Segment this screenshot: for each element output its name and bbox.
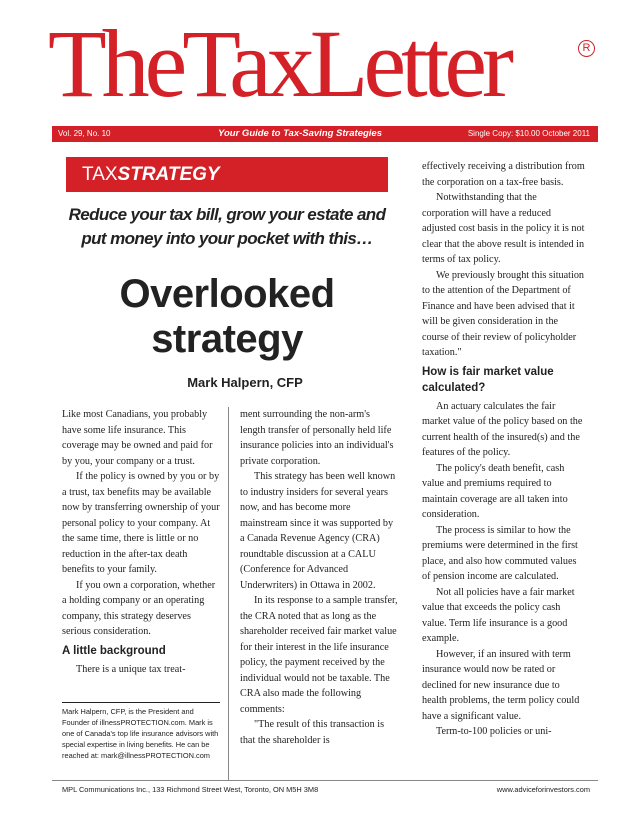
volume-number: Vol. 29, No. 10 <box>58 129 111 138</box>
paragraph: The process is similar to how the premiums were determined in the first place, and also how commuted values of pension income are calculated. <box>422 524 578 582</box>
paragraph: This strategy has been well known to industry insiders for several years now, and has become more mainstream since it was supported by a Canada Revenue Agency (CRA) roundtable discussion at a CALU (Conference for Advanced Underwriters) in Ottawa in 2002. <box>240 471 396 591</box>
paragraph: ment surrounding the non-arm's length transfer of personally held life insurance policies into an individual's private corporation. <box>240 409 394 467</box>
article-column-1 <box>62 407 220 677</box>
registered-mark: R <box>578 40 595 57</box>
paragraph: In its response to a sample transfer, the CRA noted that as long as the shareholder received fair market value for their interest in the life insurance policy, the payment received by the individual would not be taxable. The CRA also made the following comments: <box>240 595 398 715</box>
article-column-3 <box>422 159 585 740</box>
tagline: Your Guide to Tax-Saving Strategies <box>218 128 382 139</box>
issue-bar <box>52 126 598 142</box>
paragraph: The policy's death benefit, cash value and premiums required to maintain coverage are all taken into consideration. <box>422 462 568 520</box>
section-heading: A little background <box>62 644 166 657</box>
paragraph: effectively receiving a distribution from the corporation on a tax-free basis. <box>422 161 585 188</box>
paragraph: There is a unique tax treat- <box>76 663 186 675</box>
paragraph: If the policy is owned by you or by a trust, tax benefits may be available now by transferring ownership of your personal policy to your company. At the same time, there is little or no reduction in the after-tax death benefits to your family. <box>62 471 220 575</box>
publisher-address: MPL Communications Inc., 133 Richmond Street West, Toronto, ON M5H 3M8 <box>62 785 319 794</box>
paragraph: We previously brought this situation to the attention of the Department of Finance and have been advised that it will be given consideration in the course of their review of policyholder taxation." <box>422 269 585 358</box>
paragraph: Term-to-100 policies or uni- <box>436 726 552 737</box>
paragraph: Not all policies have a fair market value that exceeds the policy cash value. Term life insurance is a good example. <box>422 586 575 644</box>
subheadline: Reduce your tax bill, grow your estate and put money into your pocket with this… <box>68 205 386 248</box>
price-date: Single Copy: $10.00 October 2011 <box>467 129 590 138</box>
footer-rule <box>52 780 598 781</box>
paragraph: Notwithstanding that the corporation will have a reduced adjusted cost basis in the policy it is not clear that the above result is intended in terms of tax policy. <box>422 192 585 265</box>
paragraph: Like most Canadians, you probably have some life insurance. This coverage may be owned and paid for by you, your company or a trust. <box>62 409 213 467</box>
masthead-title: TheTaxLetter <box>48 10 509 117</box>
paragraph: An actuary calculates the fair market value of the policy based on the current health of the insured(s) and the features of the policy. <box>422 400 583 458</box>
paragraph: "The result of this transaction is that the shareholder is <box>240 719 385 746</box>
headline: Overlooked strategy <box>119 272 335 361</box>
section-label <box>66 157 388 192</box>
column-divider <box>228 407 229 780</box>
section-label-strategy: STRATEGY <box>117 164 220 185</box>
article-column-2 <box>240 407 398 748</box>
masthead <box>48 10 608 124</box>
paragraph: However, if an insured with term insurance would now be rated or declined for new insurance due to health problems, the term policy could have a significant value. <box>422 648 580 722</box>
section-heading: How is fair market value calculated? <box>422 365 554 394</box>
website-url[interactable]: www.adviceforinvestors.com <box>496 785 590 794</box>
paragraph: If you own a corporation, whether a holding company or an operating company, this strategy deserves serious consideration. <box>62 579 216 637</box>
author-bio: Mark Halpern, CFP, is the President and Founder of illnessPROTECTION.com. Mark is one of Canada's top life insurance advisors with special expertise in living benefits. He can be reached at: mark@illnessPROTECTION.com <box>62 702 220 761</box>
section-label-tax: TAX <box>82 164 118 185</box>
byline: Mark Halpern, CFP <box>187 375 303 390</box>
